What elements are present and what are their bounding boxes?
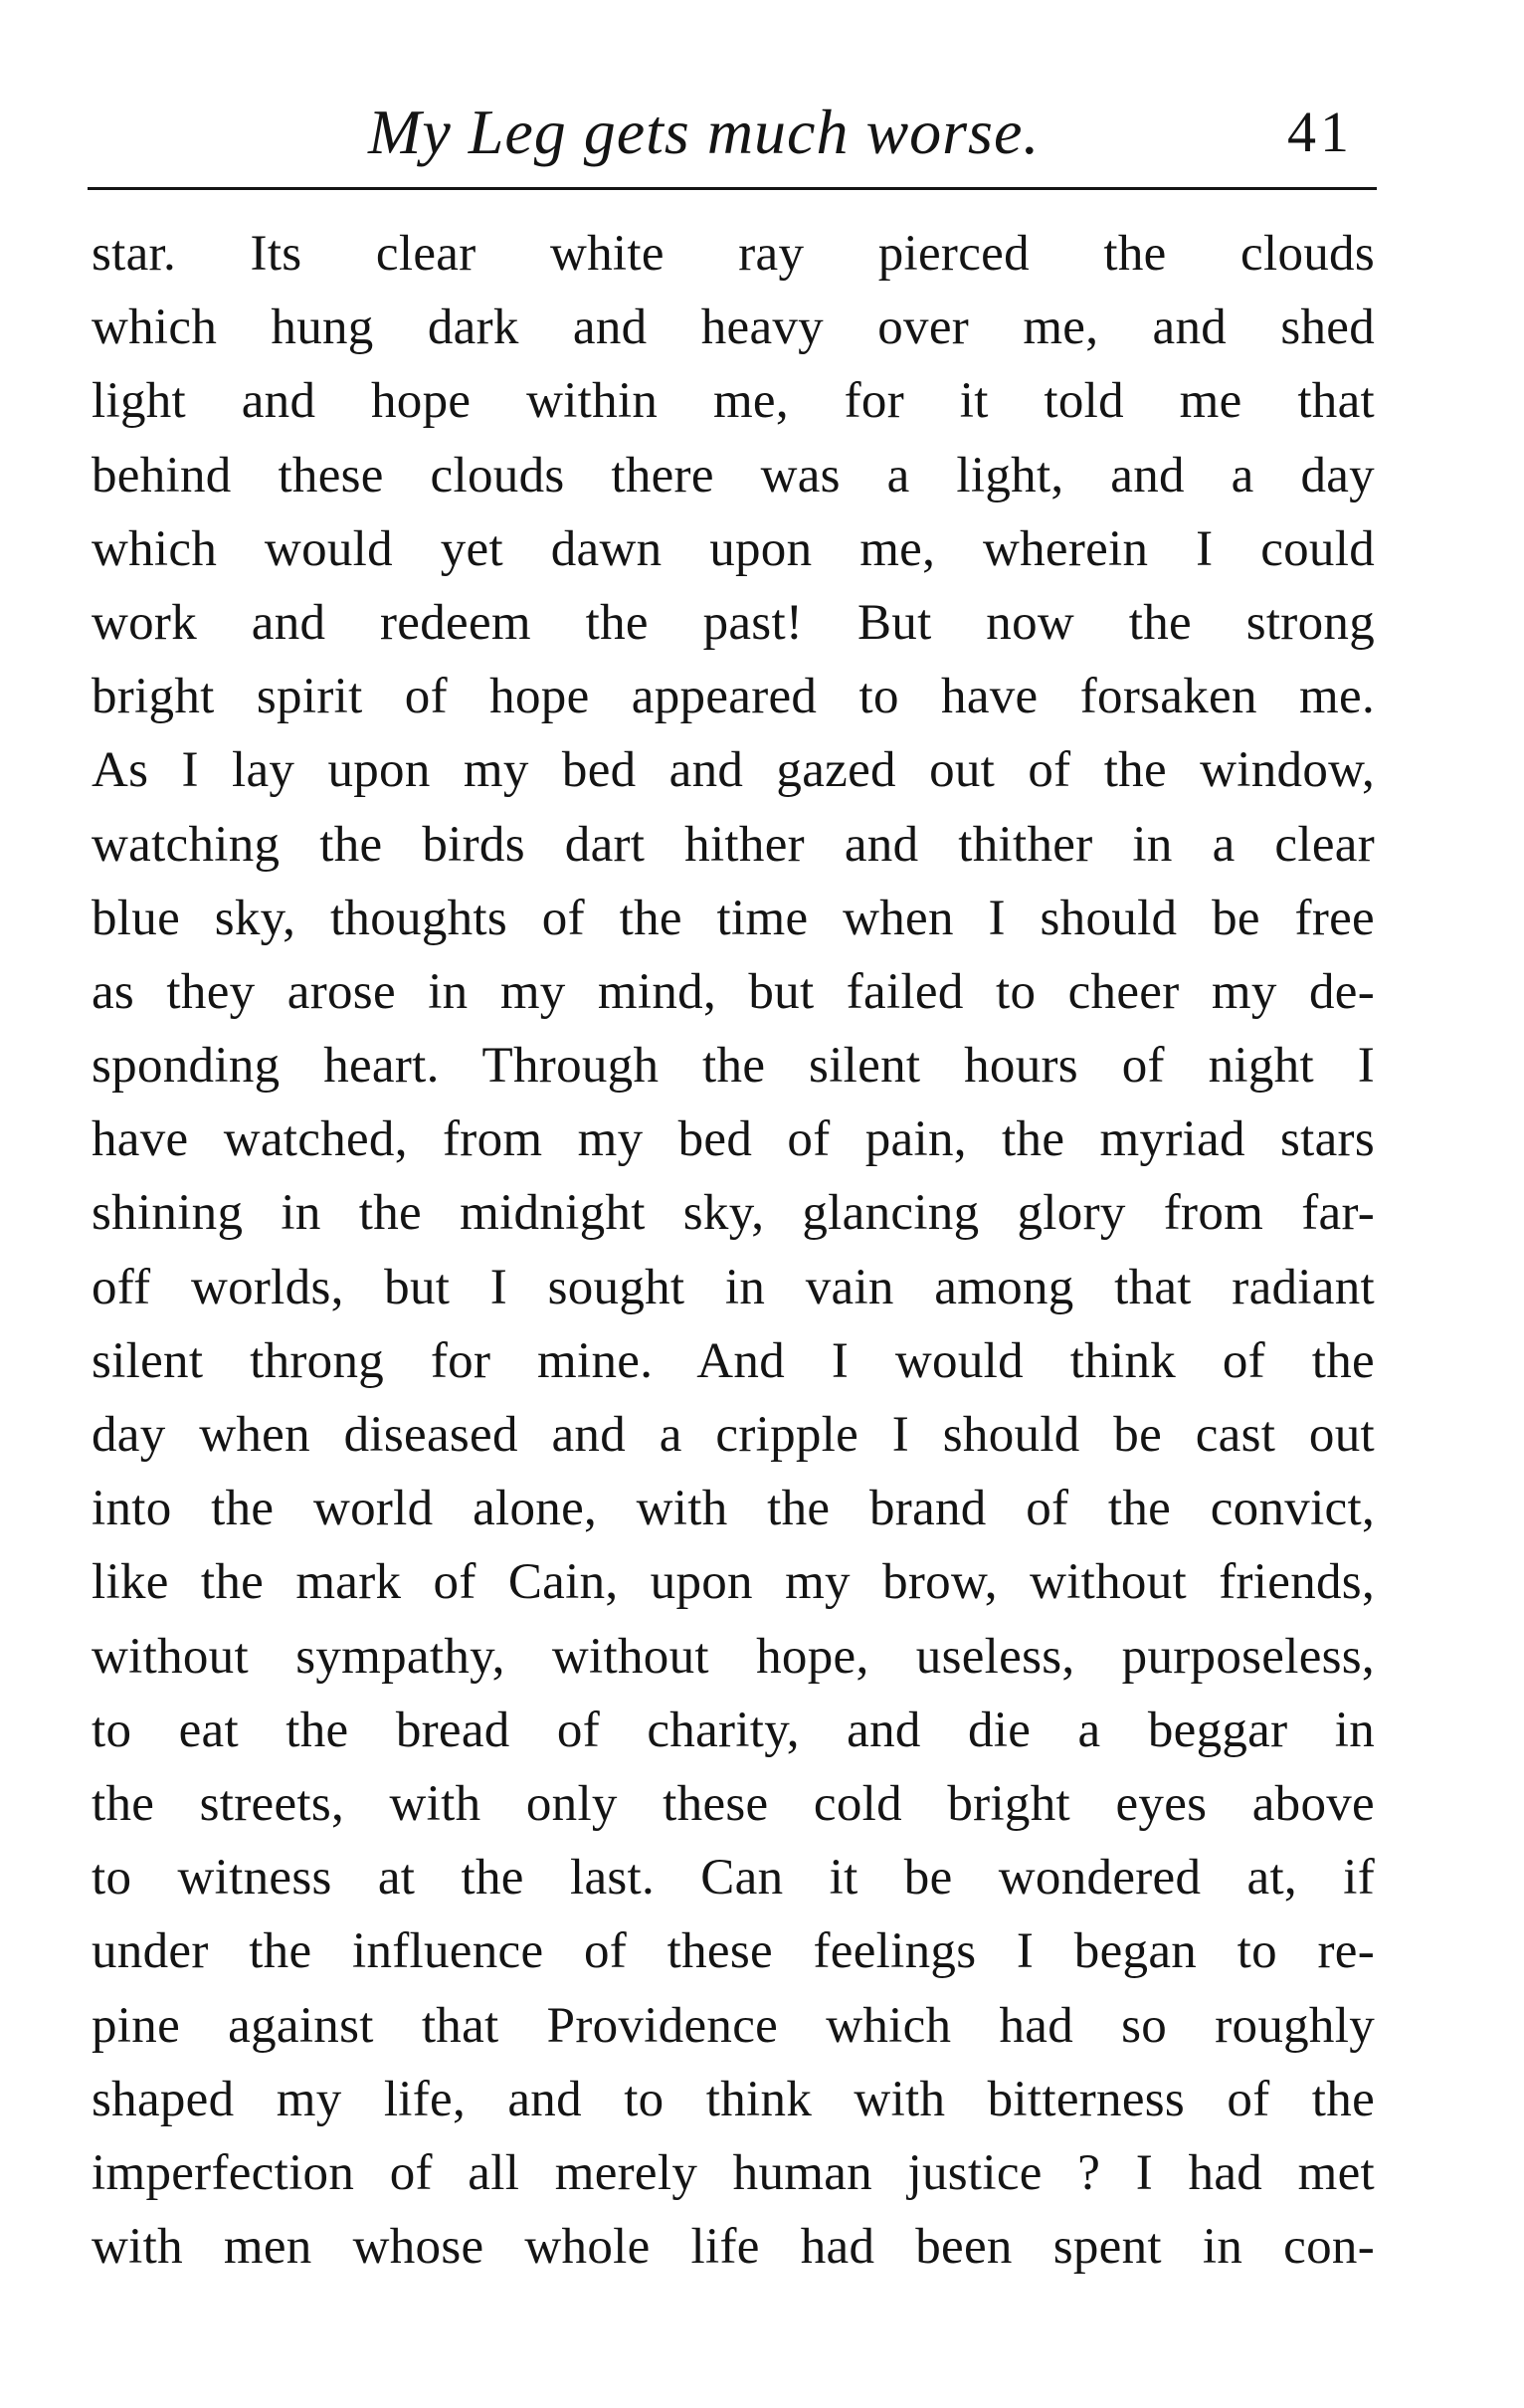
header-rule xyxy=(88,187,1377,190)
text-line: star. Its clear white ray pierced the clouds xyxy=(92,226,1375,282)
page-number: 41 xyxy=(1287,100,1353,164)
text-line: under the influence of these feelings I began to re- xyxy=(92,1923,1375,1980)
text-line: into the world alone, with the brand of the convict, xyxy=(92,1481,1375,1537)
text-line: without sympathy, without hope, useless, purposeless, xyxy=(92,1628,1375,1685)
text-line: which would yet dawn upon me, wherein I could xyxy=(92,520,1375,577)
text-line: like the mark of Cain, upon my brow, without friends, xyxy=(92,1554,1375,1611)
text-line: blue sky, thoughts of the time when I should be free xyxy=(92,890,1375,946)
text-line: off worlds, but I sought in vain among that radiant xyxy=(92,1259,1375,1315)
text-line: which hung dark and heavy over me, and shed xyxy=(92,300,1375,356)
text-line: As I lay upon my bed and gazed out of the window, xyxy=(92,742,1375,799)
body-text xyxy=(92,217,1375,2284)
running-title: My Leg gets much worse. xyxy=(368,97,1041,167)
text-line: bright spirit of hope appeared to have forsaken me. xyxy=(92,669,1375,725)
text-line: behind these clouds there was a light, and a day xyxy=(92,447,1375,503)
text-line: watching the birds dart hither and thither in a clear xyxy=(92,816,1375,873)
text-line: shining in the midnight sky, glancing glory from far- xyxy=(92,1185,1375,1242)
text-line: sponding heart. Through the silent hours of night I xyxy=(92,1038,1375,1095)
text-line: pine against that Providence which had so roughly xyxy=(92,1997,1375,2054)
text-line: work and redeem the past! But now the strong xyxy=(92,594,1375,651)
text-line: shaped my life, and to think with bitterness of the xyxy=(92,2071,1375,2127)
text-line: day when diseased and a cripple I should be cast out xyxy=(92,1407,1375,1463)
text-line: to witness at the last. Can it be wondered at, if xyxy=(92,1850,1375,1906)
text-line: silent throng for mine. And I would think of the xyxy=(92,1332,1375,1389)
text-line: light and hope within me, for it told me that xyxy=(92,373,1375,430)
text-line: the streets, with only these cold bright eyes above xyxy=(92,1775,1375,1832)
text-line: as they arose in my mind, but failed to cheer my de- xyxy=(92,963,1375,1020)
text-line: to eat the bread of charity, and die a beggar in xyxy=(92,1702,1375,1758)
running-head xyxy=(90,88,1373,177)
text-line: with men whose whole life had been spent in con- xyxy=(92,2219,1375,2276)
text-line: imperfection of all merely human justice ? I had met xyxy=(92,2144,1375,2201)
text-line: have watched, from my bed of pain, the myriad stars xyxy=(92,1111,1375,1168)
